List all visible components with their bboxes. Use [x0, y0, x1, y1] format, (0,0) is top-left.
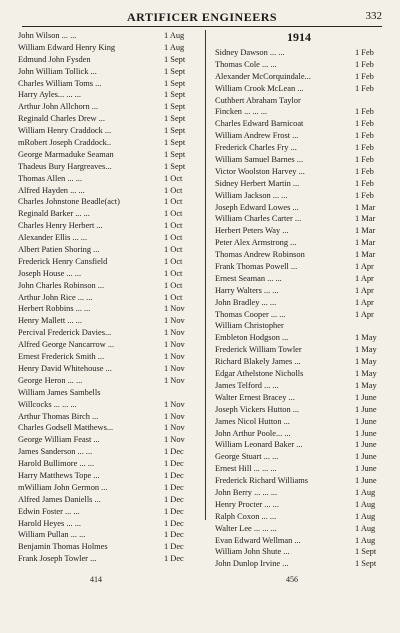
list-item	[215, 130, 383, 142]
list-item	[215, 368, 383, 380]
entry-name: Alexander Ellis ... ...	[18, 233, 88, 243]
entry-name: Harold Heyes ... ...	[18, 518, 82, 528]
entry-name: Thomas Cole ... ...	[215, 59, 277, 69]
entry-date: 1 Sept	[164, 138, 186, 148]
list-item	[18, 268, 194, 280]
entry-name: Arthur Thomas Birch ...	[18, 411, 99, 421]
entry-name: Harry Walters ... ...	[215, 285, 279, 295]
entry-date: 1 Oct	[164, 292, 183, 302]
list-item	[18, 470, 194, 482]
entry-date: 1 June	[355, 428, 377, 438]
entry-name: William Crook McLean ...	[215, 83, 304, 93]
list-item	[18, 173, 194, 185]
list-item	[215, 499, 383, 511]
right-column	[215, 30, 383, 570]
list-item	[215, 249, 383, 261]
entry-date: 1 Oct	[164, 221, 183, 231]
entry-name: George Stuart ... ...	[215, 452, 279, 462]
list-item	[215, 439, 383, 451]
entry-name: Joseph Vickers Hutton ...	[215, 404, 300, 414]
list-item	[215, 213, 383, 225]
list-item	[18, 506, 194, 518]
entry-date: 1 Nov	[164, 375, 185, 385]
entry-date: 1 Dec	[164, 494, 184, 504]
list-item	[18, 54, 194, 66]
entry-date: 1 May	[355, 380, 377, 390]
entry-name: Ernest Frederick Smith ...	[18, 352, 105, 362]
entry-date: 1 Oct	[164, 173, 183, 183]
entry-name: John Dunlop Irvine ...	[215, 559, 289, 569]
entry-name: Cuthbert Abraham Taylor	[215, 95, 301, 105]
entry-name: Fincken ... ... ...	[215, 107, 268, 117]
list-item	[18, 327, 194, 339]
entry-name: William Jackson ... ...	[215, 190, 288, 200]
entry-name: Frederick Henry Cansfield	[18, 256, 108, 266]
entry-name: Reginald Barker ... ...	[18, 209, 90, 219]
entry-name: James Telford ... ...	[215, 380, 279, 390]
list-item	[18, 161, 194, 173]
entry-date: 1 May	[355, 357, 377, 367]
entry-name: Herbert Peters Way ...	[215, 226, 289, 236]
list-item	[215, 475, 383, 487]
entry-date: 1 Apr	[355, 273, 374, 283]
entry-date: 1 Aug	[164, 31, 185, 40]
page-title: ARTIFICER ENGINEERS	[126, 10, 278, 24]
list-item	[215, 118, 383, 130]
entry-date: 1 Sept	[164, 54, 186, 64]
list-item	[18, 280, 194, 292]
list-item	[18, 339, 194, 351]
entry-date: 1 May	[355, 333, 377, 343]
entry-date: 1 Feb	[355, 107, 374, 117]
entry-date: 1 Mar	[355, 202, 376, 212]
entry-date: 1 Sept	[355, 559, 377, 569]
entry-name: William Edward Henry King	[18, 42, 116, 52]
list-item	[18, 113, 194, 125]
entry-name: John Arthur Poole... ...	[215, 428, 291, 438]
entry-date: 1 Sept	[164, 66, 186, 76]
entry-name: Peter Alex Armstrong ...	[215, 238, 297, 248]
list-item	[215, 83, 383, 95]
entry-name: Arthur John Allchorn ...	[18, 102, 99, 112]
list-item	[215, 285, 383, 297]
entry-name: Thadeus Bury Hargreaves...	[18, 161, 112, 171]
list-item	[215, 487, 383, 499]
entry-date: 1 Nov	[164, 328, 185, 338]
entry-date: 1 Nov	[164, 411, 185, 421]
entry-name: William Leonard Baker ...	[215, 440, 303, 450]
list-item	[215, 142, 383, 154]
list-item	[18, 78, 194, 90]
entry-name: Harold Bullimore ... ...	[18, 459, 95, 469]
list-item	[215, 309, 383, 321]
list-item	[18, 137, 194, 149]
entry-name: Thomas Cooper ... ...	[215, 309, 286, 319]
entry-name: Ernest Seaman ... ...	[215, 273, 282, 283]
entry-date	[353, 320, 383, 332]
entry-name: Henry Mallett ... ...	[18, 316, 82, 326]
list-item	[215, 546, 383, 558]
list-item	[215, 332, 383, 344]
entry-date: 1 June	[355, 404, 377, 414]
list-item	[215, 428, 383, 440]
entry-name: John Charles Robinson ...	[18, 280, 105, 290]
page-number: 332	[365, 10, 382, 22]
entry-date: 1 Oct	[164, 256, 183, 266]
entry-date: 1 Dec	[164, 530, 184, 540]
entry-name: William Christopher	[215, 321, 284, 331]
entry-name: Alexander McCorquindale...	[215, 71, 311, 81]
entry-name: Benjamin Thomas Holmes	[18, 542, 108, 552]
entry-name: Edgar Athelstone Nicholls	[215, 369, 304, 379]
entry-name: Henry David Whitehouse ...	[18, 363, 112, 373]
list-item	[18, 351, 194, 363]
list-item	[18, 208, 194, 220]
entry-date: 1 Feb	[355, 83, 374, 93]
entry-date: 1 Aug	[355, 535, 376, 545]
entry-date: 1 Feb	[355, 178, 374, 188]
entry-name: Harry Ayles... ... ...	[18, 90, 81, 100]
entry-date: 1 May	[355, 345, 377, 355]
entry-date: 1 Sept	[355, 547, 377, 557]
column-divider	[205, 30, 206, 520]
list-item	[18, 541, 194, 553]
entry-date: 1 Feb	[355, 155, 374, 165]
list-item	[215, 523, 383, 535]
entry-name: William Andrew Frost ...	[215, 131, 299, 141]
entry-name: Joseph House ... ...	[18, 268, 82, 278]
entry-name: Willcocks ... ... ...	[18, 399, 77, 409]
list-item	[18, 303, 194, 315]
entry-name: Charles Henry Herbert ...	[18, 221, 103, 231]
list-item	[18, 529, 194, 541]
entry-date: 1 Feb	[355, 119, 374, 129]
entry-date: 1 Nov	[164, 352, 185, 362]
entry-name: Edmund John Fysden	[18, 54, 91, 64]
list-item	[18, 399, 194, 411]
entry-name: George Marmaduke Seaman	[18, 149, 114, 159]
list-item	[215, 95, 383, 107]
entry-name: Thomas Allen ... ...	[18, 173, 82, 183]
entry-name: Edwin Foster ... ...	[18, 506, 80, 516]
entry-date: 1 Sept	[164, 161, 186, 171]
entry-date: 1 Feb	[355, 131, 374, 141]
entry-date: 1 Nov	[164, 340, 185, 350]
entry-name: William John Shute ...	[215, 547, 290, 557]
entry-date: 1 June	[355, 452, 377, 462]
entry-name: Albert Patien Shoring ...	[18, 245, 100, 255]
list-item	[215, 404, 383, 416]
list-item	[215, 392, 383, 404]
entry-date: 1 June	[355, 464, 377, 474]
list-item	[18, 196, 194, 208]
entry-date: 1 Dec	[164, 459, 184, 469]
entry-date: 1 June	[355, 476, 377, 486]
entry-name: James Nicol Hutton ...	[215, 416, 290, 426]
entry-name: William Henry Craddock ...	[18, 126, 112, 136]
entry-date: 1 Sept	[164, 78, 186, 88]
entry-name: Thomas Andrew Robinson	[215, 250, 305, 260]
list-item	[18, 446, 194, 458]
entry-name: Alfred James Daniells ...	[18, 494, 101, 504]
entry-name: William James Sambells	[18, 387, 101, 397]
list-item	[18, 244, 194, 256]
list-item	[18, 149, 194, 161]
entry-name: Sidney Dawson ... ...	[215, 48, 285, 57]
list-item	[18, 30, 194, 42]
entry-date: 1 Sept	[164, 114, 186, 124]
list-item	[215, 451, 383, 463]
list-item	[215, 261, 383, 273]
list-item	[18, 363, 194, 375]
entry-name: Sidney Herbert Martin ...	[215, 178, 300, 188]
entry-name: John William Tollick ...	[18, 66, 97, 76]
entry-name: John Berry ... ... ...	[215, 487, 278, 497]
list-item	[18, 292, 194, 304]
entry-date: 1 Nov	[164, 435, 185, 445]
list-item	[18, 42, 194, 54]
entry-name: Frank Joseph Towler ...	[18, 554, 97, 564]
entry-name: John Wilson ... ...	[18, 31, 77, 40]
entry-date: 1 Apr	[355, 262, 374, 272]
entry-date: 1 Feb	[355, 143, 374, 153]
entry-date: 1 Apr	[355, 309, 374, 319]
entry-name: Harry Matthews Tope ...	[18, 470, 100, 480]
list-item	[215, 535, 383, 547]
entry-name: Henry Procter ... ...	[215, 499, 279, 509]
list-item	[18, 256, 194, 268]
entry-date: 1 Dec	[164, 542, 184, 552]
list-item	[18, 375, 194, 387]
list-item	[215, 344, 383, 356]
entry-date: 1 Dec	[164, 506, 184, 516]
list-item	[18, 232, 194, 244]
entry-date: 1 Oct	[164, 233, 183, 243]
entry-name: Charles Edward Barnicoat	[215, 119, 304, 129]
entry-name: Charles Johnstone Beadle(act)	[18, 197, 120, 207]
entry-date: 1 Feb	[355, 190, 374, 200]
list-item	[18, 220, 194, 232]
entry-date: 1 Sept	[164, 90, 186, 100]
entry-date: 1 Feb	[355, 71, 374, 81]
entry-name: Ernest Hill ... ... ...	[215, 464, 277, 474]
entry-date: 1 Nov	[164, 423, 185, 433]
list-item	[18, 494, 194, 506]
entry-name: Charles William Toms ...	[18, 78, 102, 88]
entry-date: 1 Dec	[164, 482, 184, 492]
list-item	[18, 422, 194, 434]
list-item	[215, 558, 383, 570]
entry-name: Frederick William Towler	[215, 345, 302, 355]
entry-date: 1 Dec	[164, 470, 184, 480]
entry-date: 1 Aug	[355, 499, 376, 509]
list-item	[215, 178, 383, 190]
list-item	[18, 315, 194, 327]
left-column	[18, 30, 194, 565]
entry-date: 1 Feb	[355, 48, 374, 57]
entry-date: 1 Nov	[164, 316, 185, 326]
entry-date: 1 Sept	[164, 149, 186, 159]
list-item	[215, 225, 383, 237]
list-item	[215, 71, 383, 83]
list-item	[18, 387, 194, 399]
year-heading: 1914	[287, 30, 311, 44]
list-item	[18, 411, 194, 423]
entry-date: 1 Aug	[164, 42, 185, 52]
entry-date: 1 Mar	[355, 226, 376, 236]
entry-name: William Charles Carter ...	[215, 214, 302, 224]
list-item	[18, 458, 194, 470]
list-item	[18, 434, 194, 446]
list-item	[18, 553, 194, 565]
entry-name: William Samuel Barnes ...	[215, 155, 304, 165]
entry-date: 1 Feb	[355, 59, 374, 69]
entry-date: 1 Mar	[355, 238, 376, 248]
list-item	[215, 47, 383, 59]
entry-date: 1 Feb	[355, 166, 374, 176]
entry-date: 1 Sept	[164, 102, 186, 112]
list-item	[215, 237, 383, 249]
list-item	[18, 66, 194, 78]
entry-name: Herbert Robbins ... ...	[18, 304, 91, 314]
entry-date: 1 Oct	[164, 245, 183, 255]
entry-date: 1 June	[355, 416, 377, 426]
entry-name: Richard Blakely James ...	[215, 357, 301, 367]
entry-date: 1 May	[355, 369, 377, 379]
entry-name: Arthur John Rice ... ...	[18, 292, 93, 302]
entry-name: Walter Lee ... ... ...	[215, 523, 277, 533]
list-item	[215, 380, 383, 392]
footer-number-left: 414	[90, 575, 102, 584]
entry-name: John Bradley ... ...	[215, 297, 277, 307]
list-item	[215, 154, 383, 166]
entry-date: 1 Nov	[164, 304, 185, 314]
list-item	[18, 518, 194, 530]
entry-name: Frederick Richard Williams	[215, 476, 309, 486]
entry-date: 1 Dec	[164, 518, 184, 528]
entry-date: 1 Aug	[355, 523, 376, 533]
entry-date: 1 June	[355, 440, 377, 450]
entry-date: 1 Nov	[164, 363, 185, 373]
entry-date: 1 Oct	[164, 268, 183, 278]
entry-date: 1 Dec	[164, 554, 184, 564]
entry-name: George William Feast ...	[18, 435, 100, 445]
entry-name: Evan Edward Wellman ...	[215, 535, 301, 545]
entry-date: 1 Mar	[355, 250, 376, 260]
entry-date: 1 Mar	[355, 214, 376, 224]
entry-name: Victor Woolston Harvey ...	[215, 166, 305, 176]
entry-name: mWilliam John Germon ...	[18, 482, 108, 492]
entry-name: James Sanderson ... ...	[18, 447, 93, 457]
list-item	[215, 356, 383, 368]
list-item	[215, 297, 383, 309]
entry-date: 1 Oct	[164, 209, 183, 219]
entry-name: Charles Godsell Matthews...	[18, 423, 114, 433]
list-item	[18, 482, 194, 494]
entry-name: Ralph Coxon ... ...	[215, 511, 277, 521]
list-item	[215, 202, 383, 214]
entry-name: Embleton Hodgson ...	[215, 333, 289, 343]
list-item	[215, 463, 383, 475]
entry-name: Percival Frederick Davies...	[18, 328, 112, 338]
entry-name: Frank Thomas Powell ...	[215, 262, 298, 272]
entry-date	[353, 95, 383, 107]
list-item	[215, 190, 383, 202]
entry-name: George Heron ... ...	[18, 375, 83, 385]
list-item	[215, 59, 383, 71]
list-item	[18, 125, 194, 137]
list-item	[215, 320, 383, 332]
entry-date: 1 June	[355, 392, 377, 402]
entry-date: 1 Oct	[164, 197, 183, 207]
entry-name: Frederick Charles Fry ...	[215, 143, 297, 153]
entry-name: Reginald Charles Drew ...	[18, 114, 105, 124]
entry-name: Alfred Hayden ... ...	[18, 185, 85, 195]
list-item	[18, 101, 194, 113]
entry-date: 1 Nov	[164, 399, 185, 409]
entry-date: 1 Dec	[164, 447, 184, 457]
list-item	[215, 166, 383, 178]
list-item	[215, 106, 383, 118]
list-item	[18, 89, 194, 101]
list-item	[18, 185, 194, 197]
entry-name: William Pullan ... ...	[18, 530, 86, 540]
entry-date: 1 Aug	[355, 511, 376, 521]
entry-date: 1 Aug	[355, 487, 376, 497]
entry-date: 1 Apr	[355, 285, 374, 295]
entry-date: 1 Oct	[164, 185, 183, 195]
entry-date: 1 Sept	[164, 126, 186, 136]
entry-name: Walter Ernest Bracey ...	[215, 392, 295, 402]
list-item	[215, 511, 383, 523]
entry-name: Alfred George Nancarrow ...	[18, 340, 115, 350]
list-item	[215, 273, 383, 285]
entry-name: mRobert Joseph Craddock..	[18, 138, 112, 148]
entry-date: 1 Apr	[355, 297, 374, 307]
entry-date: 1 Oct	[164, 280, 183, 290]
footer-number-right: 456	[286, 575, 298, 584]
list-item	[215, 416, 383, 428]
entry-name: Joseph Edward Lowes ...	[215, 202, 299, 212]
entry-date	[162, 387, 194, 399]
page-header	[22, 10, 382, 27]
